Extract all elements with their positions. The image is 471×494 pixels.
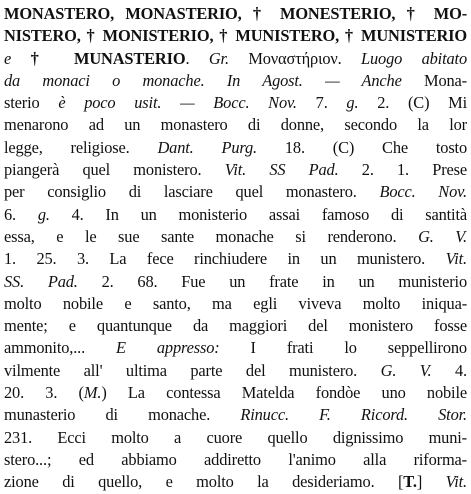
entry-line bbox=[4, 248, 467, 270]
italic-text: Vit. bbox=[445, 472, 467, 492]
italic-text: SS. Pad. bbox=[4, 271, 78, 291]
italic-text: g. bbox=[346, 93, 359, 113]
italic-text: da monaci o monache. In Agost. — Anche bbox=[4, 70, 402, 90]
entry-text: Mona- bbox=[401, 70, 467, 90]
entry-text: piangerà quel monistero. bbox=[4, 160, 225, 180]
entry-text: per consiglio di lasciare quel monastero. bbox=[4, 182, 380, 202]
italic-text: è poco usit. — Bocc. Nov. bbox=[58, 93, 297, 113]
entry-text: menarono ad un monastero di donne, secondo la lor bbox=[4, 115, 467, 135]
headword-text: T. bbox=[403, 472, 417, 492]
italic-text: Gr. bbox=[208, 48, 229, 68]
italic-text: e bbox=[4, 48, 31, 68]
entry-line bbox=[4, 48, 467, 70]
italic-text: Bocc. Nov. bbox=[379, 182, 467, 202]
italic-text: Luogo abitato bbox=[361, 48, 467, 68]
italic-text: G. V. bbox=[418, 226, 467, 246]
italic-text: Vit. SS Pad. bbox=[224, 160, 339, 180]
entry-line bbox=[4, 360, 467, 382]
entry-line bbox=[4, 3, 467, 25]
entry-text: 6. bbox=[4, 204, 38, 224]
headword-text: MONASTERO, MONASTERIO, † MONESTERIO, † MO- bbox=[4, 4, 467, 23]
entry-text: 2. 1. Prese bbox=[338, 160, 467, 180]
italic-text: Vit. bbox=[445, 249, 467, 269]
headword-text: † MUNASTERIO bbox=[30, 48, 186, 68]
entry-line bbox=[4, 137, 467, 159]
entry-line bbox=[4, 92, 467, 114]
entry-text: munasterio di monache. bbox=[4, 405, 241, 425]
entry-text: ) La contessa Matelda fondòe uno nobile bbox=[101, 383, 467, 403]
entry-text: ] bbox=[416, 472, 446, 492]
entry-text: 2. (C) Mi bbox=[358, 93, 467, 113]
entry-line bbox=[4, 337, 467, 359]
entry-line bbox=[4, 70, 467, 92]
entry-text: zione di quello, e molto la desideriamo. [ bbox=[4, 472, 404, 492]
entry-text: 4. In un monisterio assai famoso di santità bbox=[49, 204, 467, 224]
entry-line bbox=[4, 293, 467, 315]
headword-text: NISTERO, † MONISTERIO, † MUNISTERO, † MUNISTERIO bbox=[4, 26, 467, 46]
entry-text: 20. 3. ( bbox=[4, 383, 84, 403]
dictionary-entry-monastero bbox=[4, 3, 467, 494]
entry-text: essa, e le sue sante monache si renderono. bbox=[4, 226, 419, 246]
italic-text: E appresso: bbox=[116, 338, 220, 358]
entry-text: sterio bbox=[4, 93, 59, 113]
entry-text: 4. bbox=[431, 360, 467, 380]
entry-text: 231. Ecci molto a cuore quello dignissimo muni- bbox=[4, 427, 467, 447]
entry-line bbox=[4, 404, 467, 426]
entry-text: 1. 25. 3. La fece rinchiudere in un munistero. bbox=[4, 249, 446, 269]
entry-line bbox=[4, 159, 467, 181]
entry-line bbox=[4, 271, 467, 293]
entry-line bbox=[4, 226, 467, 248]
entry-text: vilmente all' ultima parte del munistero. bbox=[4, 360, 381, 380]
entry-text: 18. (C) Che tosto bbox=[257, 137, 467, 157]
entry-line bbox=[4, 114, 467, 136]
entry-line bbox=[4, 449, 467, 471]
entry-line bbox=[4, 181, 467, 203]
entry-text: mente; e quantunque da maggiori del monistero fosse bbox=[4, 316, 467, 336]
italic-text: g. bbox=[37, 204, 50, 224]
entry-text: legge, religiose. bbox=[4, 137, 158, 157]
entry-line bbox=[4, 315, 467, 337]
entry-line bbox=[4, 25, 467, 47]
entry-line bbox=[4, 204, 467, 226]
entry-text: molto nobile e santo, ma egli viveva molto iniqua- bbox=[4, 293, 467, 313]
entry-text: ammonito,... bbox=[4, 338, 117, 358]
italic-text: Dant. Purg. bbox=[157, 137, 257, 157]
entry-text: . bbox=[185, 48, 209, 68]
entry-line bbox=[4, 382, 467, 404]
entry-line bbox=[4, 427, 467, 449]
entry-text: 7. bbox=[296, 93, 347, 113]
entry-text: 2. 68. Fue un frate in un munisterio bbox=[77, 271, 467, 291]
entry-text: stero...; ed abbiamo addiretto l'animo alla riforma- bbox=[4, 449, 467, 469]
entry-text: Μοναστήριον. bbox=[228, 48, 362, 68]
entry-text: I frati lo seppellirono bbox=[219, 338, 467, 358]
italic-text: M. bbox=[83, 383, 102, 403]
italic-text: Rinucc. F. Ricord. Stor. bbox=[240, 405, 467, 425]
italic-text: G. V. bbox=[380, 360, 432, 380]
